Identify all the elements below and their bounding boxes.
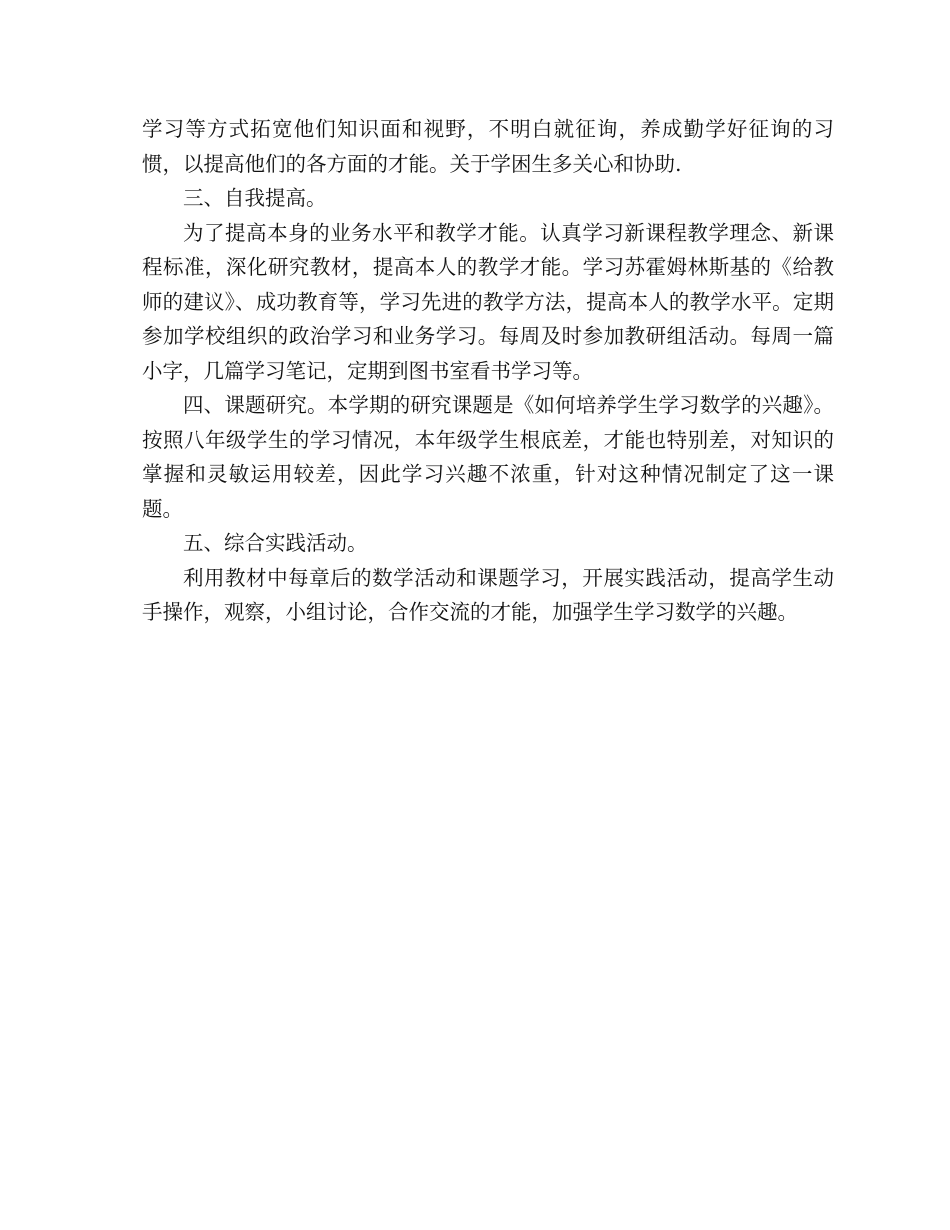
paragraph-continuation: 学习等方式拓宽他们知识面和视野，不明白就征询，养成勤学好征询的习惯，以提高他们的各方面的才能。关于学困生多关心和协助. [142, 117, 834, 176]
document-body [142, 112, 834, 630]
section-heading-practice-activities: 五、综合实践活动。 [183, 531, 368, 555]
paragraph-self-improvement: 为了提高本身的业务水平和教学才能。认真学习新课程教学理念、新课程标准，深化研究教材，提高本人的教学才能。学习苏霍姆林斯基的《给教师的建议》、成功教育等，学习先进的教学方法，提高本人的教学水平。定期参加学校组织的政治学习和业务学习。每周及时参加教研组活动。每周一篇小字，几篇学习笔记，定期到图书室看书学习等。 [142, 220, 834, 383]
section-heading-self-improvement: 三、自我提高。 [183, 186, 327, 210]
paragraph-practice-activities: 利用教材中每章后的数学活动和课题学习，开展实践活动，提高学生动手操作，观察，小组讨论，合作交流的才能，加强学生学习数学的兴趣。 [142, 565, 834, 624]
paragraph-research-topic: 四、课题研究。本学期的研究课题是《如何培养学生学习数学的兴趣》。按照八年级学生的学习情况，本年级学生根底差，才能也特别差，对知识的掌握和灵敏运用较差，因此学习兴趣不浓重，针对这种情况制定了这一课题。 [142, 393, 834, 521]
